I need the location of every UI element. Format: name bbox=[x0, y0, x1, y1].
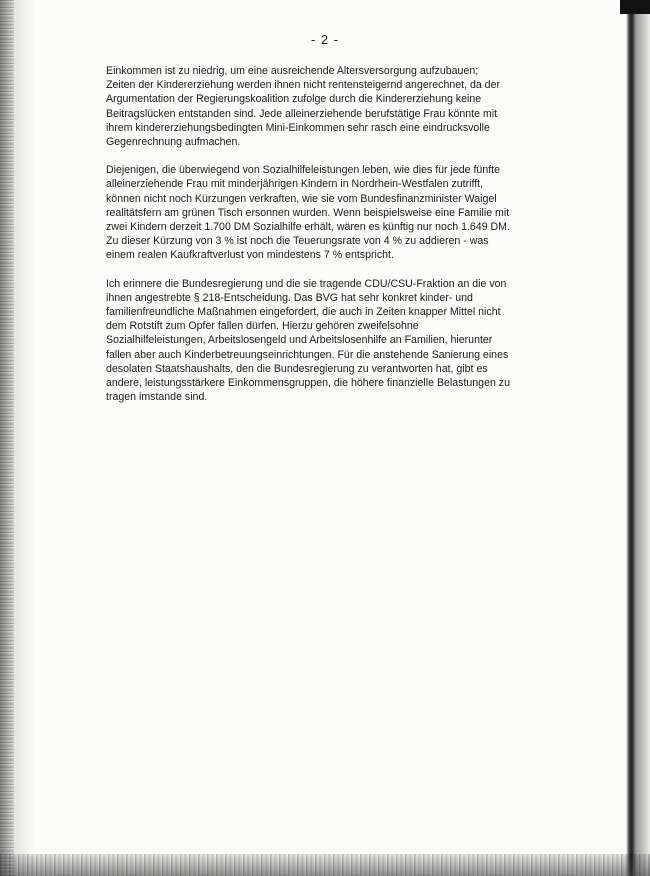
text-line: Beitragslücken entstanden sind. Jede alleinerziehende berufstätige Frau könnte mit bbox=[106, 107, 498, 120]
scan-edge-bottom bbox=[0, 854, 650, 876]
page-number: - 2 - bbox=[310, 32, 340, 47]
text-line: desolaten Staatshaushalts, den die Bundesregierung zu verantworten hat, gibt es bbox=[106, 362, 488, 375]
paragraph-1 bbox=[106, 64, 530, 149]
text-line: können nicht noch Kürzungen verkraften, wie sie vom Bundesfinanzminister Waigel bbox=[106, 192, 497, 205]
text-line: zwei Kindern derzeit 1.700 DM Sozialhilfe erhält, wären es künftig nur noch 1.649 DM. bbox=[106, 221, 510, 234]
paragraph-3 bbox=[106, 277, 530, 405]
scan-edge-left bbox=[0, 0, 14, 876]
paragraph-2 bbox=[106, 163, 530, 262]
scan-edge-corner bbox=[620, 0, 650, 14]
text-line: Argumentation der Regierungskoalition zufolge durch die Kindererziehung keine bbox=[106, 93, 482, 106]
text-line: andere, leistungsstärkere Einkommensgruppen, die höhere finanzielle Belastungen zu bbox=[106, 377, 510, 390]
text-line: einem realen Kaufkraftverlust von mindestens 7 % entspricht. bbox=[106, 249, 394, 262]
text-line: Diejenigen, die überwiegend von Sozialhilfeleistungen leben, wie dies für jede fünfte bbox=[106, 164, 500, 177]
text-line: fallen aber auch Kinderbetreuungseinrichtungen. Für die anstehende Sanierung eines bbox=[106, 348, 509, 361]
scan-edge-right bbox=[626, 0, 650, 876]
text-line: Zu dieser Kürzung von 3 % ist noch die Teuerungsrate von 4 % zu addieren - was bbox=[106, 235, 489, 248]
body-text bbox=[106, 64, 530, 418]
text-line: Sozialhilfeleistungen, Arbeitslosengeld und Arbeitslosenhilfe an Familien, hierunter bbox=[106, 334, 493, 347]
text-line: Einkommen ist zu niedrig, um eine ausreichende Altersversorgung aufzubauen; bbox=[106, 65, 479, 77]
text-line: ihrem kindererziehungsbedingten Mini-Einkommen sehr rasch eine eindrucksvolle bbox=[106, 121, 490, 134]
text-line: tragen imstande sind. bbox=[106, 391, 208, 404]
scan-edge-shadow bbox=[14, 0, 36, 876]
text-line: Gegenrechnung aufmachen. bbox=[106, 136, 241, 149]
text-line: alleinerziehende Frau mit minderjährigen Kindern in Nordrhein-Westfalen zutrifft, bbox=[106, 178, 484, 191]
text-line: Ich erinnere die Bundesregierung und die sie tragende CDU/CSU-Fraktion an die von bbox=[106, 277, 507, 290]
text-line: dem Rotstift zum Opfer fallen dürfen. Hierzu gehören zweifelsohne bbox=[106, 320, 419, 333]
text-line: ihnen angestrebte § 218-Entscheidung. Das BVG hat sehr konkret kinder- und bbox=[106, 291, 473, 304]
text-line: Zeiten der Kindererziehung werden ihnen nicht rentensteigernd angerechnet, da der bbox=[106, 79, 500, 92]
text-line: familienfreundliche Maßnahmen eingefordert, die auch in Zeiten knapper Mittel nicht bbox=[106, 306, 501, 319]
text-line: realitätsfern am grünen Tisch ersonnen wurden. Wenn beispielsweise eine Familie mit bbox=[106, 206, 510, 219]
